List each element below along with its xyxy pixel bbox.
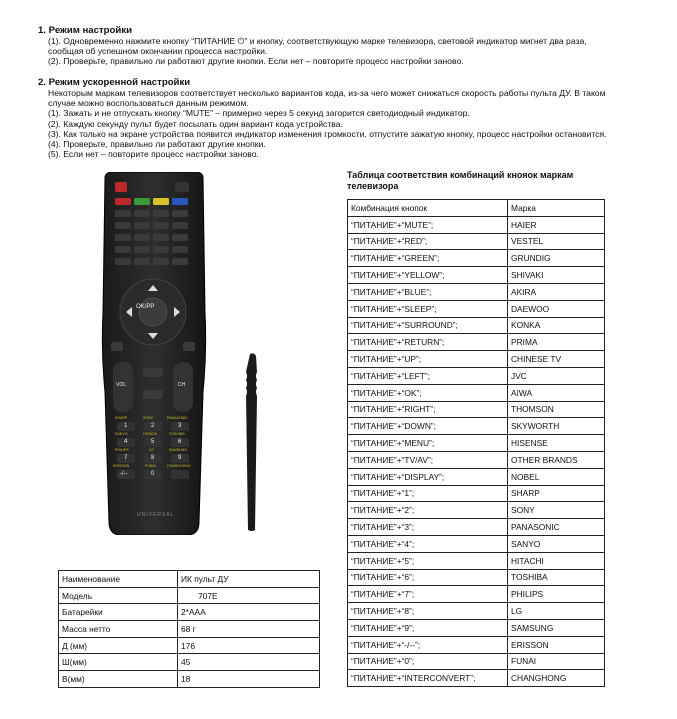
table-row bbox=[348, 435, 605, 452]
digit-key: 1 bbox=[124, 423, 128, 429]
brand-label: FUNAI bbox=[145, 464, 156, 468]
combo-cell: “ПИТАНИЕ”+“DOWN”; bbox=[348, 418, 508, 435]
combo-cell: “ПИТАНИЕ”+“0”; bbox=[348, 653, 508, 670]
brand-cell: GRUNDIG bbox=[508, 250, 605, 267]
combo-cell: “ПИТАНИЕ”+“MUTE”; bbox=[348, 216, 508, 233]
brand-cell: DAEWOO bbox=[508, 300, 605, 317]
spec-value: 176 bbox=[178, 637, 320, 654]
table-row bbox=[59, 621, 320, 638]
text-line: (4). Проверьте, правильно ли работают другие кнопки. bbox=[48, 139, 266, 150]
combo-cell: “ПИТАНИЕ”+“3”; bbox=[348, 519, 508, 536]
brand-cell: AIWA bbox=[508, 384, 605, 401]
combo-cell: “ПИТАНИЕ”+“2”; bbox=[348, 502, 508, 519]
section-title: 2. Режим ускоренной настройки bbox=[38, 77, 191, 88]
combo-cell: “ПИТАНИЕ”+“YELLOW”; bbox=[348, 267, 508, 284]
combo-cell: “ПИТАНИЕ”+“LEFT”; bbox=[348, 367, 508, 384]
combo-cell: “ПИТАНИЕ”+“UP”; bbox=[348, 351, 508, 368]
ok-label: OK/PP bbox=[136, 304, 155, 310]
spec-table bbox=[58, 570, 320, 688]
table-row bbox=[348, 502, 605, 519]
remote-control-image bbox=[99, 172, 209, 535]
digit-key: 2 bbox=[151, 423, 155, 429]
table-row bbox=[348, 351, 605, 368]
table-row bbox=[348, 418, 605, 435]
table-row bbox=[348, 283, 605, 300]
header-cell: Комбинация кнопок bbox=[348, 200, 508, 217]
brand-cell: PHILIPS bbox=[508, 586, 605, 603]
section-setup-mode bbox=[38, 25, 668, 67]
text-line: (2). Каждую секунду пульт будет посылать один вариант кода устройства. bbox=[48, 118, 343, 129]
brand-label: TOSHIBA bbox=[169, 432, 185, 436]
brand-cell: CHANGHONG bbox=[508, 670, 605, 687]
brand-cell: LG bbox=[508, 603, 605, 620]
spec-value: 2*AAA bbox=[178, 604, 320, 621]
digit-key: 5 bbox=[151, 439, 155, 445]
table-row bbox=[348, 619, 605, 636]
table-row bbox=[59, 604, 320, 621]
brand-cell: PANASONIC bbox=[508, 519, 605, 536]
brand-cell: SONY bbox=[508, 502, 605, 519]
table-row bbox=[348, 317, 605, 334]
brand-cell: TOSHIBA bbox=[508, 569, 605, 586]
table-row bbox=[348, 535, 605, 552]
spec-name: Масса нетто bbox=[59, 621, 178, 638]
combo-cell: “ПИТАНИЕ”+“SURROUND”; bbox=[348, 317, 508, 334]
combo-cell: “ПИТАНИЕ”+“GREEN”; bbox=[348, 250, 508, 267]
brand-cell: JVC bbox=[508, 367, 605, 384]
table-row bbox=[59, 571, 320, 588]
table-row bbox=[348, 250, 605, 267]
table-row bbox=[59, 587, 320, 604]
table-row bbox=[348, 603, 605, 620]
brand-cell: ERISSON bbox=[508, 636, 605, 653]
brand-cell: CHINESE TV bbox=[508, 351, 605, 368]
table-row bbox=[348, 216, 605, 233]
brand-code-table bbox=[347, 199, 605, 687]
table-row bbox=[348, 636, 605, 653]
combo-cell: “ПИТАНИЕ”+“SLEEP”; bbox=[348, 300, 508, 317]
brand-label: PANASONIC bbox=[167, 416, 188, 420]
section-title: 1. Режим настройки bbox=[38, 25, 132, 36]
spec-name: В(мм) bbox=[59, 671, 178, 688]
combo-cell: “ПИТАНИЕ”+“DISPLAY”; bbox=[348, 468, 508, 485]
brand-cell: PRIMA bbox=[508, 334, 605, 351]
combo-cell: “ПИТАНИЕ”+“4”; bbox=[348, 535, 508, 552]
brand-label: PHILIPS bbox=[115, 448, 129, 452]
table-row bbox=[348, 653, 605, 670]
spec-value: 68 г bbox=[178, 621, 320, 638]
brand-label: SHARP bbox=[115, 416, 128, 420]
combo-cell: “ПИТАНИЕ”+“1”; bbox=[348, 485, 508, 502]
brand-label: CHANGHONG bbox=[167, 464, 191, 468]
digit-key: 3 bbox=[178, 423, 182, 429]
brand-cell: HISENSE bbox=[508, 435, 605, 452]
table-row bbox=[59, 671, 320, 688]
brand-label: HITACHI bbox=[143, 432, 158, 436]
spec-name: Батарейки bbox=[59, 604, 178, 621]
table-row bbox=[348, 552, 605, 569]
combo-cell: “ПИТАНИЕ”+“MENU”; bbox=[348, 435, 508, 452]
brand-cell: OTHER BRANDS bbox=[508, 451, 605, 468]
combo-cell: “ПИТАНИЕ”+“RED”; bbox=[348, 233, 508, 250]
spec-value: 18 bbox=[178, 671, 320, 688]
table-row bbox=[348, 670, 605, 687]
table-header bbox=[348, 200, 605, 217]
spec-value: ИК пульт ДУ bbox=[178, 571, 320, 588]
text-line: (5). Если нет – повторите процесс настройки заново. bbox=[48, 149, 259, 160]
table-row bbox=[348, 586, 605, 603]
digit-key: -/-- bbox=[120, 471, 128, 477]
section-fast-setup-mode bbox=[38, 77, 668, 159]
remote-footer-logo: UNIVERSAL bbox=[137, 512, 175, 518]
spec-name: Модель bbox=[59, 587, 178, 604]
combo-cell: “ПИТАНИЕ”+“RIGHT”; bbox=[348, 401, 508, 418]
brand-cell: NOBEL bbox=[508, 468, 605, 485]
table-row bbox=[348, 334, 605, 351]
text-line: (2). Проверьте, правильно ли работают другие кнопки. Если нет – повторите процесс настройки заново. bbox=[48, 56, 464, 67]
brand-cell: SKYWORTH bbox=[508, 418, 605, 435]
brand-cell: SAMSUNG bbox=[508, 619, 605, 636]
brand-cell: HAIER bbox=[508, 216, 605, 233]
brand-cell: SANYO bbox=[508, 535, 605, 552]
table-row bbox=[348, 569, 605, 586]
text-line: (1). Зажать и не отпускать кнопку “MUTE” – примерно через 5 секунд загорится светодиодный индикатор. bbox=[48, 108, 470, 119]
table-row bbox=[348, 468, 605, 485]
ch-label: CH bbox=[178, 382, 186, 388]
table-row bbox=[348, 519, 605, 536]
combo-cell: “ПИТАНИЕ”+“9”; bbox=[348, 619, 508, 636]
brand-label: SANYO bbox=[115, 432, 128, 436]
spec-name: Наименование bbox=[59, 571, 178, 588]
remote-body-icon bbox=[99, 172, 209, 535]
brand-label: LG bbox=[149, 448, 154, 452]
digit-key: 7 bbox=[124, 455, 128, 461]
combo-cell: “ПИТАНИЕ”+“RETURN”; bbox=[348, 334, 508, 351]
table-row bbox=[59, 637, 320, 654]
combo-cell: “ПИТАНИЕ”+“5”; bbox=[348, 552, 508, 569]
text-line: (3). Как только на экране устройства появится индикатор изменения громкости, отпустите зажатую кнопку, процесс настройки остановится. bbox=[48, 128, 607, 139]
vol-label: VOL bbox=[116, 382, 127, 388]
table-row bbox=[348, 451, 605, 468]
brand-cell: SHIVAKI bbox=[508, 267, 605, 284]
table-row bbox=[348, 233, 605, 250]
combo-cell: “ПИТАНИЕ”+“INTERCONVERT”; bbox=[348, 670, 508, 687]
table-row bbox=[348, 401, 605, 418]
table-caption: Таблица соответствия комбинаций кнояок маркам телевизора bbox=[347, 170, 574, 191]
brand-cell: VESTEL bbox=[508, 233, 605, 250]
table-row bbox=[348, 267, 605, 284]
brand-cell: THOMSON bbox=[508, 401, 605, 418]
table-row bbox=[59, 654, 320, 671]
brand-label: ERISSON bbox=[113, 464, 130, 468]
brand-cell: FUNAI bbox=[508, 653, 605, 670]
combo-cell: “ПИТАНИЕ”+“7”; bbox=[348, 586, 508, 603]
combo-cell: “ПИТАНИЕ”+“-/--”; bbox=[348, 636, 508, 653]
table-row bbox=[348, 485, 605, 502]
text-line: случае можно воспользоваться данным режимом. bbox=[48, 98, 249, 109]
combo-cell: “ПИТАНИЕ”+“8”; bbox=[348, 603, 508, 620]
spec-value: 707E bbox=[178, 587, 320, 604]
brand-label: SONY bbox=[143, 416, 154, 420]
text-line: сообщая об успешном окончании процесса настройки. bbox=[48, 46, 268, 57]
text-line: Некоторым маркам телевизоров соответствует несколько вариантов кода, из-за чего может снижаться скорость работы пульта ДУ. В таком bbox=[48, 88, 606, 98]
header-cell: Марка bbox=[508, 200, 605, 217]
brand-cell: HITACHI bbox=[508, 552, 605, 569]
table-row bbox=[348, 367, 605, 384]
combo-cell: “ПИТАНИЕ”+“TV/AV”; bbox=[348, 451, 508, 468]
spec-value: 45 bbox=[178, 654, 320, 671]
brand-cell: AKIRA bbox=[508, 283, 605, 300]
brand-label: SAMSUNG bbox=[169, 448, 188, 452]
digit-key: 0 bbox=[151, 471, 155, 477]
brand-cell: KONKA bbox=[508, 317, 605, 334]
tool-icon bbox=[238, 352, 266, 532]
table-row bbox=[348, 300, 605, 317]
digit-key: 4 bbox=[124, 439, 128, 445]
spec-name: Ш(мм) bbox=[59, 654, 178, 671]
text-line: (1). Одновременно нажмите кнопку “ПИТАНИЕ ⏻” и кнопку, соответствующую марке телевизора, световой индикатор мигнет два раза, bbox=[48, 36, 587, 46]
combo-cell: “ПИТАНИЕ”+“BLUE”; bbox=[348, 283, 508, 300]
digit-key: 9 bbox=[178, 455, 182, 461]
digit-key: 8 bbox=[151, 455, 155, 461]
combo-cell: “ПИТАНИЕ”+“6”; bbox=[348, 569, 508, 586]
spec-name: Д (мм) bbox=[59, 637, 178, 654]
brand-cell: SHARP bbox=[508, 485, 605, 502]
combo-cell: “ПИТАНИЕ”+“OK”; bbox=[348, 384, 508, 401]
table-row bbox=[348, 384, 605, 401]
digit-key: 6 bbox=[178, 439, 182, 445]
